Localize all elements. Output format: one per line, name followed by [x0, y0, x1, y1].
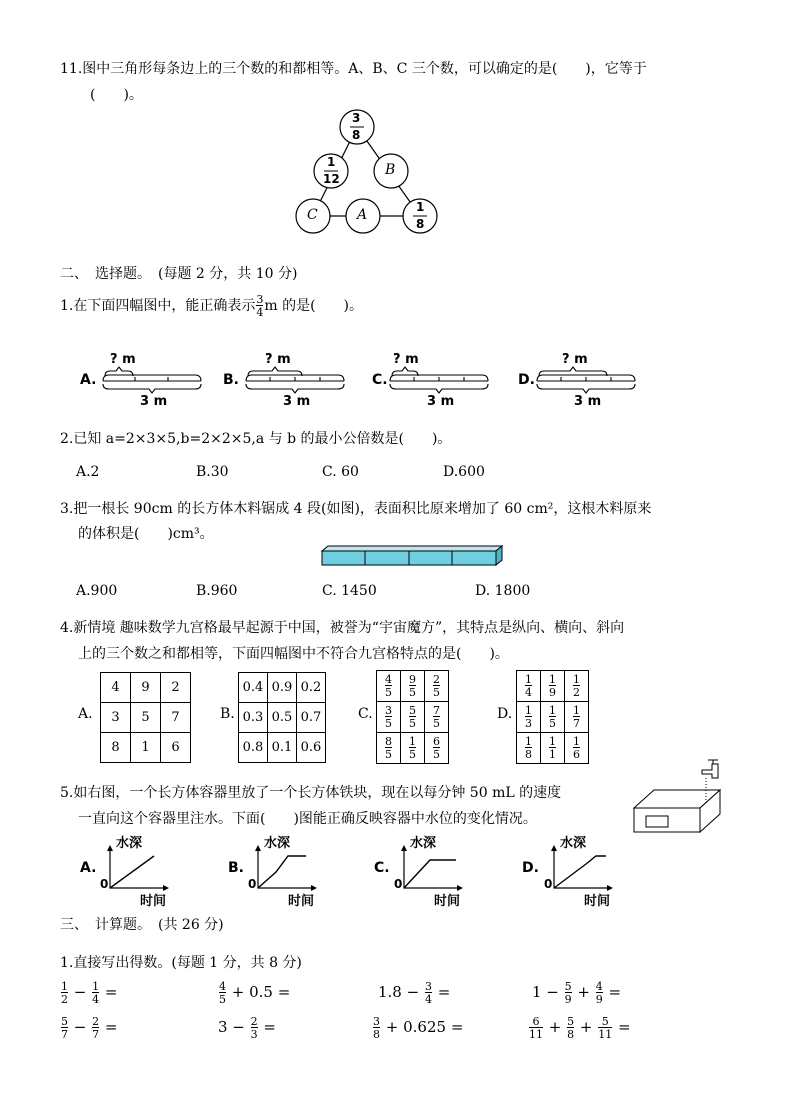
q2-3-opt-a: A.900: [76, 583, 118, 599]
calc-2: $\frac{4}{5}$ + 0.5 =: [219, 980, 291, 1006]
q2-5-line2: 一直向这个容器里注水。下面( )图能正确反映容器中水位的变化情况。: [78, 811, 537, 827]
calc-4: 1 − $\frac{5}{9}$ + $\frac{4}{9}$ =: [532, 980, 622, 1006]
q2-2-opt-b: B.30: [196, 464, 229, 480]
grid-cell: $\frac{9}{5}$: [401, 671, 425, 702]
grid-cell: 0.5: [268, 703, 297, 733]
graph-c-label: C.: [374, 860, 390, 876]
calc-1: $\frac{1}{2}$ − $\frac{1}{4}$ =: [61, 980, 118, 1006]
q11-line1: 11.图中三角形每条边上的三个数的和都相等。A、B、C 三个数，可以确定的是( )，它等于: [60, 61, 647, 77]
grid-label-d: D.: [497, 706, 513, 722]
grid-cell: 0.4: [239, 673, 268, 703]
q2-4-line2: 上的三个数之和都相等，下面四幅图中不符合九宫格特点的是( )。: [78, 646, 509, 662]
top-num: 3: [352, 111, 361, 125]
label-a: A: [357, 207, 368, 223]
left-num: 1: [327, 155, 336, 169]
grid-cell: $\frac{7}{5}$: [425, 702, 449, 733]
grid-cell: $\frac{6}{5}$: [425, 733, 449, 764]
grid-label-b: B.: [220, 706, 235, 722]
top-den: 8: [352, 128, 361, 142]
q2-5-line1: 5.如右图，一个长方体容器里放了一个长方体铁块，现在以每分钟 50 mL 的速度: [60, 785, 562, 801]
grid-cell: $\frac{3}{5}$: [377, 702, 401, 733]
grid-cell: $\frac{1}{1}$: [541, 733, 565, 764]
seg-label-d: D.: [518, 372, 535, 388]
graph-b-ylabel: 水深: [264, 836, 291, 851]
grid-cell: 3: [101, 703, 131, 733]
grid-cell: 0.1: [268, 733, 297, 763]
q2-3-opt-c: C. 1450: [322, 583, 377, 599]
graph-a-xlabel: 时间: [140, 894, 167, 909]
section2-title: 二、 选择题。 (每题 2 分，共 10 分): [60, 266, 298, 282]
grid-cell: 1: [131, 733, 161, 763]
q3-1-title: 1.直接写出得数。(每题 1 分，共 8 分): [60, 955, 302, 971]
grid-cell: 9: [131, 673, 161, 703]
q2-2-opt-d: D.600: [443, 464, 485, 480]
grid-cell: 4: [101, 673, 131, 703]
seg-c-bottom: 3 m: [427, 394, 455, 409]
grid-cell: 5: [131, 703, 161, 733]
label-b: B: [385, 162, 396, 178]
seg-c-top: ? m: [393, 352, 419, 367]
calc-8: $\frac{6}{11}$ + $\frac{5}{8}$ + $\frac{5}{11}$ =: [529, 1015, 631, 1041]
graph-d-label: D.: [522, 860, 539, 876]
graph-a-ylabel: 水深: [116, 836, 143, 851]
calc-7: $\frac{3}{8}$ + 0.625 =: [373, 1015, 464, 1041]
grid-cell: $\frac{1}{9}$: [541, 671, 565, 702]
seg-b-top: ? m: [265, 352, 291, 367]
calc-5: $\frac{5}{7}$ − $\frac{2}{7}$ =: [61, 1015, 118, 1041]
grid-label-a: A.: [78, 706, 93, 722]
graph-d-ylabel: 水深: [560, 836, 587, 851]
grid-cell: 0.8: [239, 733, 268, 763]
q2-3-opt-d: D. 1800: [475, 583, 531, 599]
graph-a-origin: 0: [100, 877, 109, 891]
grid-cell: $\frac{1}{8}$: [517, 733, 541, 764]
q2-3-line2: 的体积是( )cm³。: [78, 526, 214, 542]
left-den: 12: [323, 172, 340, 186]
seg-a-top: ? m: [110, 352, 136, 367]
q2-4-line1: 4.新情境 趣味数学九宫格最早起源于中国，被誉为“宇宙魔方”，其特点是纵向、横向、斜向: [60, 620, 625, 636]
label-c: C: [307, 207, 318, 223]
seg-label-c: C.: [372, 372, 388, 388]
q2-3-line1: 3.把一根长 90cm 的长方体木料锯成 4 段(如图)，表面积比原来增加了 60 cm²，这根木料原来: [60, 501, 652, 517]
graph-d-origin: 0: [544, 877, 553, 891]
br-den: 8: [416, 217, 425, 231]
graph-b-origin: 0: [248, 877, 257, 891]
graph-b-label: B.: [228, 860, 244, 876]
grid-cell: 2: [161, 673, 191, 703]
q2-2-opt-a: A.2: [76, 464, 100, 480]
seg-label-a: A.: [80, 372, 97, 388]
grid-cell: $\frac{1}{3}$: [517, 702, 541, 733]
grid-cell: 0.2: [297, 673, 326, 703]
graph-b-xlabel: 时间: [288, 894, 315, 909]
grid-cell: 7: [161, 703, 191, 733]
grid-cell: 6: [161, 733, 191, 763]
q11-line2: ( )。: [90, 87, 143, 103]
grid-cell: $\frac{2}{5}$: [425, 671, 449, 702]
grid-cell: $\frac{1}{6}$: [565, 733, 589, 764]
seg-d-bottom: 3 m: [574, 394, 602, 409]
seg-a-bottom: 3 m: [140, 394, 168, 409]
seg-d-top: ? m: [562, 352, 588, 367]
grid-cell: $\frac{1}{5}$: [401, 733, 425, 764]
grid-cell: $\frac{1}{5}$: [541, 702, 565, 733]
graph-d-xlabel: 时间: [584, 894, 611, 909]
q2-2-opt-c: C. 60: [322, 464, 359, 480]
grid-cell: $\frac{1}{7}$: [565, 702, 589, 733]
calc-6: 3 − $\frac{2}{3}$ =: [218, 1015, 276, 1041]
calc-3: 1.8 − $\frac{3}{4}$ =: [378, 980, 451, 1006]
grid-cell: $\frac{8}{5}$: [377, 733, 401, 764]
grid-cell: $\frac{5}{5}$: [401, 702, 425, 733]
grid-cell: $\frac{1}{4}$: [517, 671, 541, 702]
grid-cell: 0.7: [297, 703, 326, 733]
q2-3-opt-b: B.960: [196, 583, 238, 599]
graph-c-ylabel: 水深: [410, 836, 437, 851]
graph-c-xlabel: 时间: [434, 894, 461, 909]
grid-cell: 0.9: [268, 673, 297, 703]
section3-title: 三、 计算题。 (共 26 分): [60, 917, 224, 933]
grid-cell: $\frac{1}{2}$: [565, 671, 589, 702]
grid-cell: 0.6: [297, 733, 326, 763]
grid-cell: $\frac{4}{5}$: [377, 671, 401, 702]
graph-a-label: A.: [80, 860, 97, 876]
q2-1-text: 1.在下面四幅图中，能正确表示 $\frac{3}{4}$ m 的是( )。: [60, 293, 364, 319]
q2-2-text: 2.已知 a=2×3×5,b=2×2×5,a 与 b 的最小公倍数是( )。: [60, 431, 452, 447]
seg-b-bottom: 3 m: [283, 394, 311, 409]
seg-label-b: B.: [223, 372, 239, 388]
graph-c-origin: 0: [394, 877, 403, 891]
grid-cell: 8: [101, 733, 131, 763]
br-num: 1: [416, 200, 425, 214]
grid-label-c: C.: [358, 706, 373, 722]
grid-cell: 0.3: [239, 703, 268, 733]
